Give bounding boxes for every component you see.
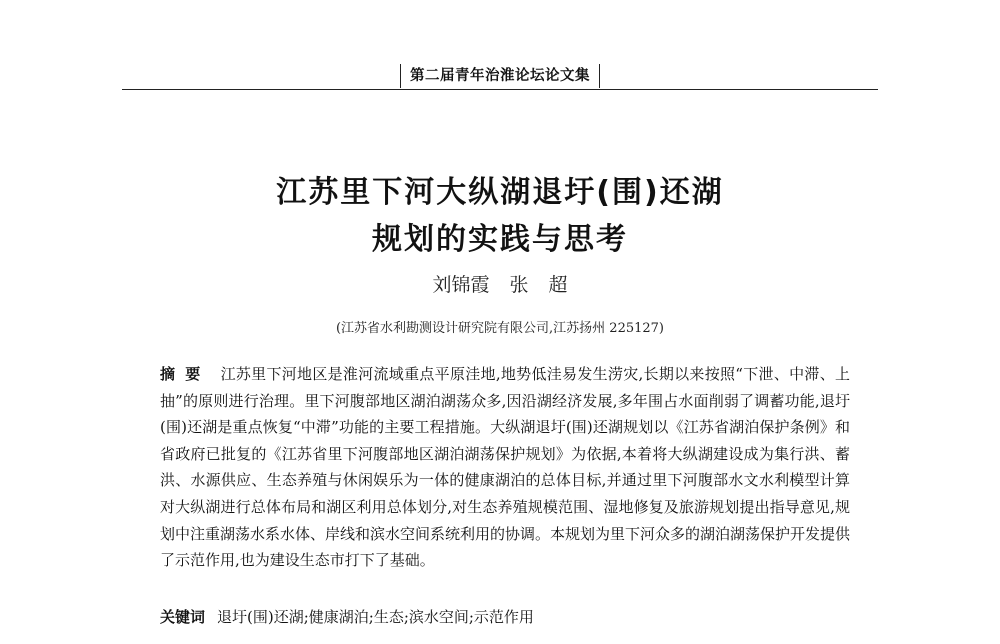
article-title-line1: 江苏里下河大纵湖退圩(围)还湖	[276, 175, 724, 210]
journal-label: 第二届青年治淮论坛论文集	[400, 64, 600, 88]
header-rule	[122, 89, 878, 90]
authors: 刘锦霞 张 超	[432, 274, 568, 296]
article-title-line2: 规划的实践与思考	[372, 222, 628, 257]
page-header	[0, 0, 1000, 92]
abstract-text: 江苏里下河地区是淮河流域重点平原洼地,地势低洼易发生涝灾,长期以来按照“下泄、中滞、上抽”的原则进行治理。里下河腹部地区湖泊湖荡众多,因沿湖经济发展,多年围占水面削弱了调蓄功能,退圩(围)还湖是重点恢复“中滞”功能的主要工程措施。大纵湖退圩(围)还湖规划以《江苏省湖泊保护条例》和省政府已批复的《江苏省里下河腹部地区湖泊湖荡保护规划》为依据,本着将大纵湖建设成为集行洪、蓄洪、水源供应、生态养殖与休闲娱乐为一体的健康湖泊的总体目标,并通过里下河腹部水文水利模型计算对大纵湖进行总体布局和湖区利用总体划分,对生态养殖规模范围、湿地修复及旅游规划提出指导意见,规划中注重湖荡水系水体、岸线和滨水空间系统利用的协调。本规划为里下河众多的湖泊湖荡保护开发提供了示范作用,也为建设生态市打下了基础。	[160, 365, 851, 570]
abstract	[160, 361, 850, 574]
keywords	[160, 607, 850, 627]
abstract-label: 摘要	[160, 365, 211, 383]
keywords-text: 退圩(围)还湖;健康湖泊;生态;滨水空间;示范作用	[217, 608, 534, 626]
affiliation: (江苏省水利勘测设计研究院有限公司,江苏扬州 225127)	[335, 321, 665, 336]
keywords-label: 关键词	[160, 608, 206, 626]
